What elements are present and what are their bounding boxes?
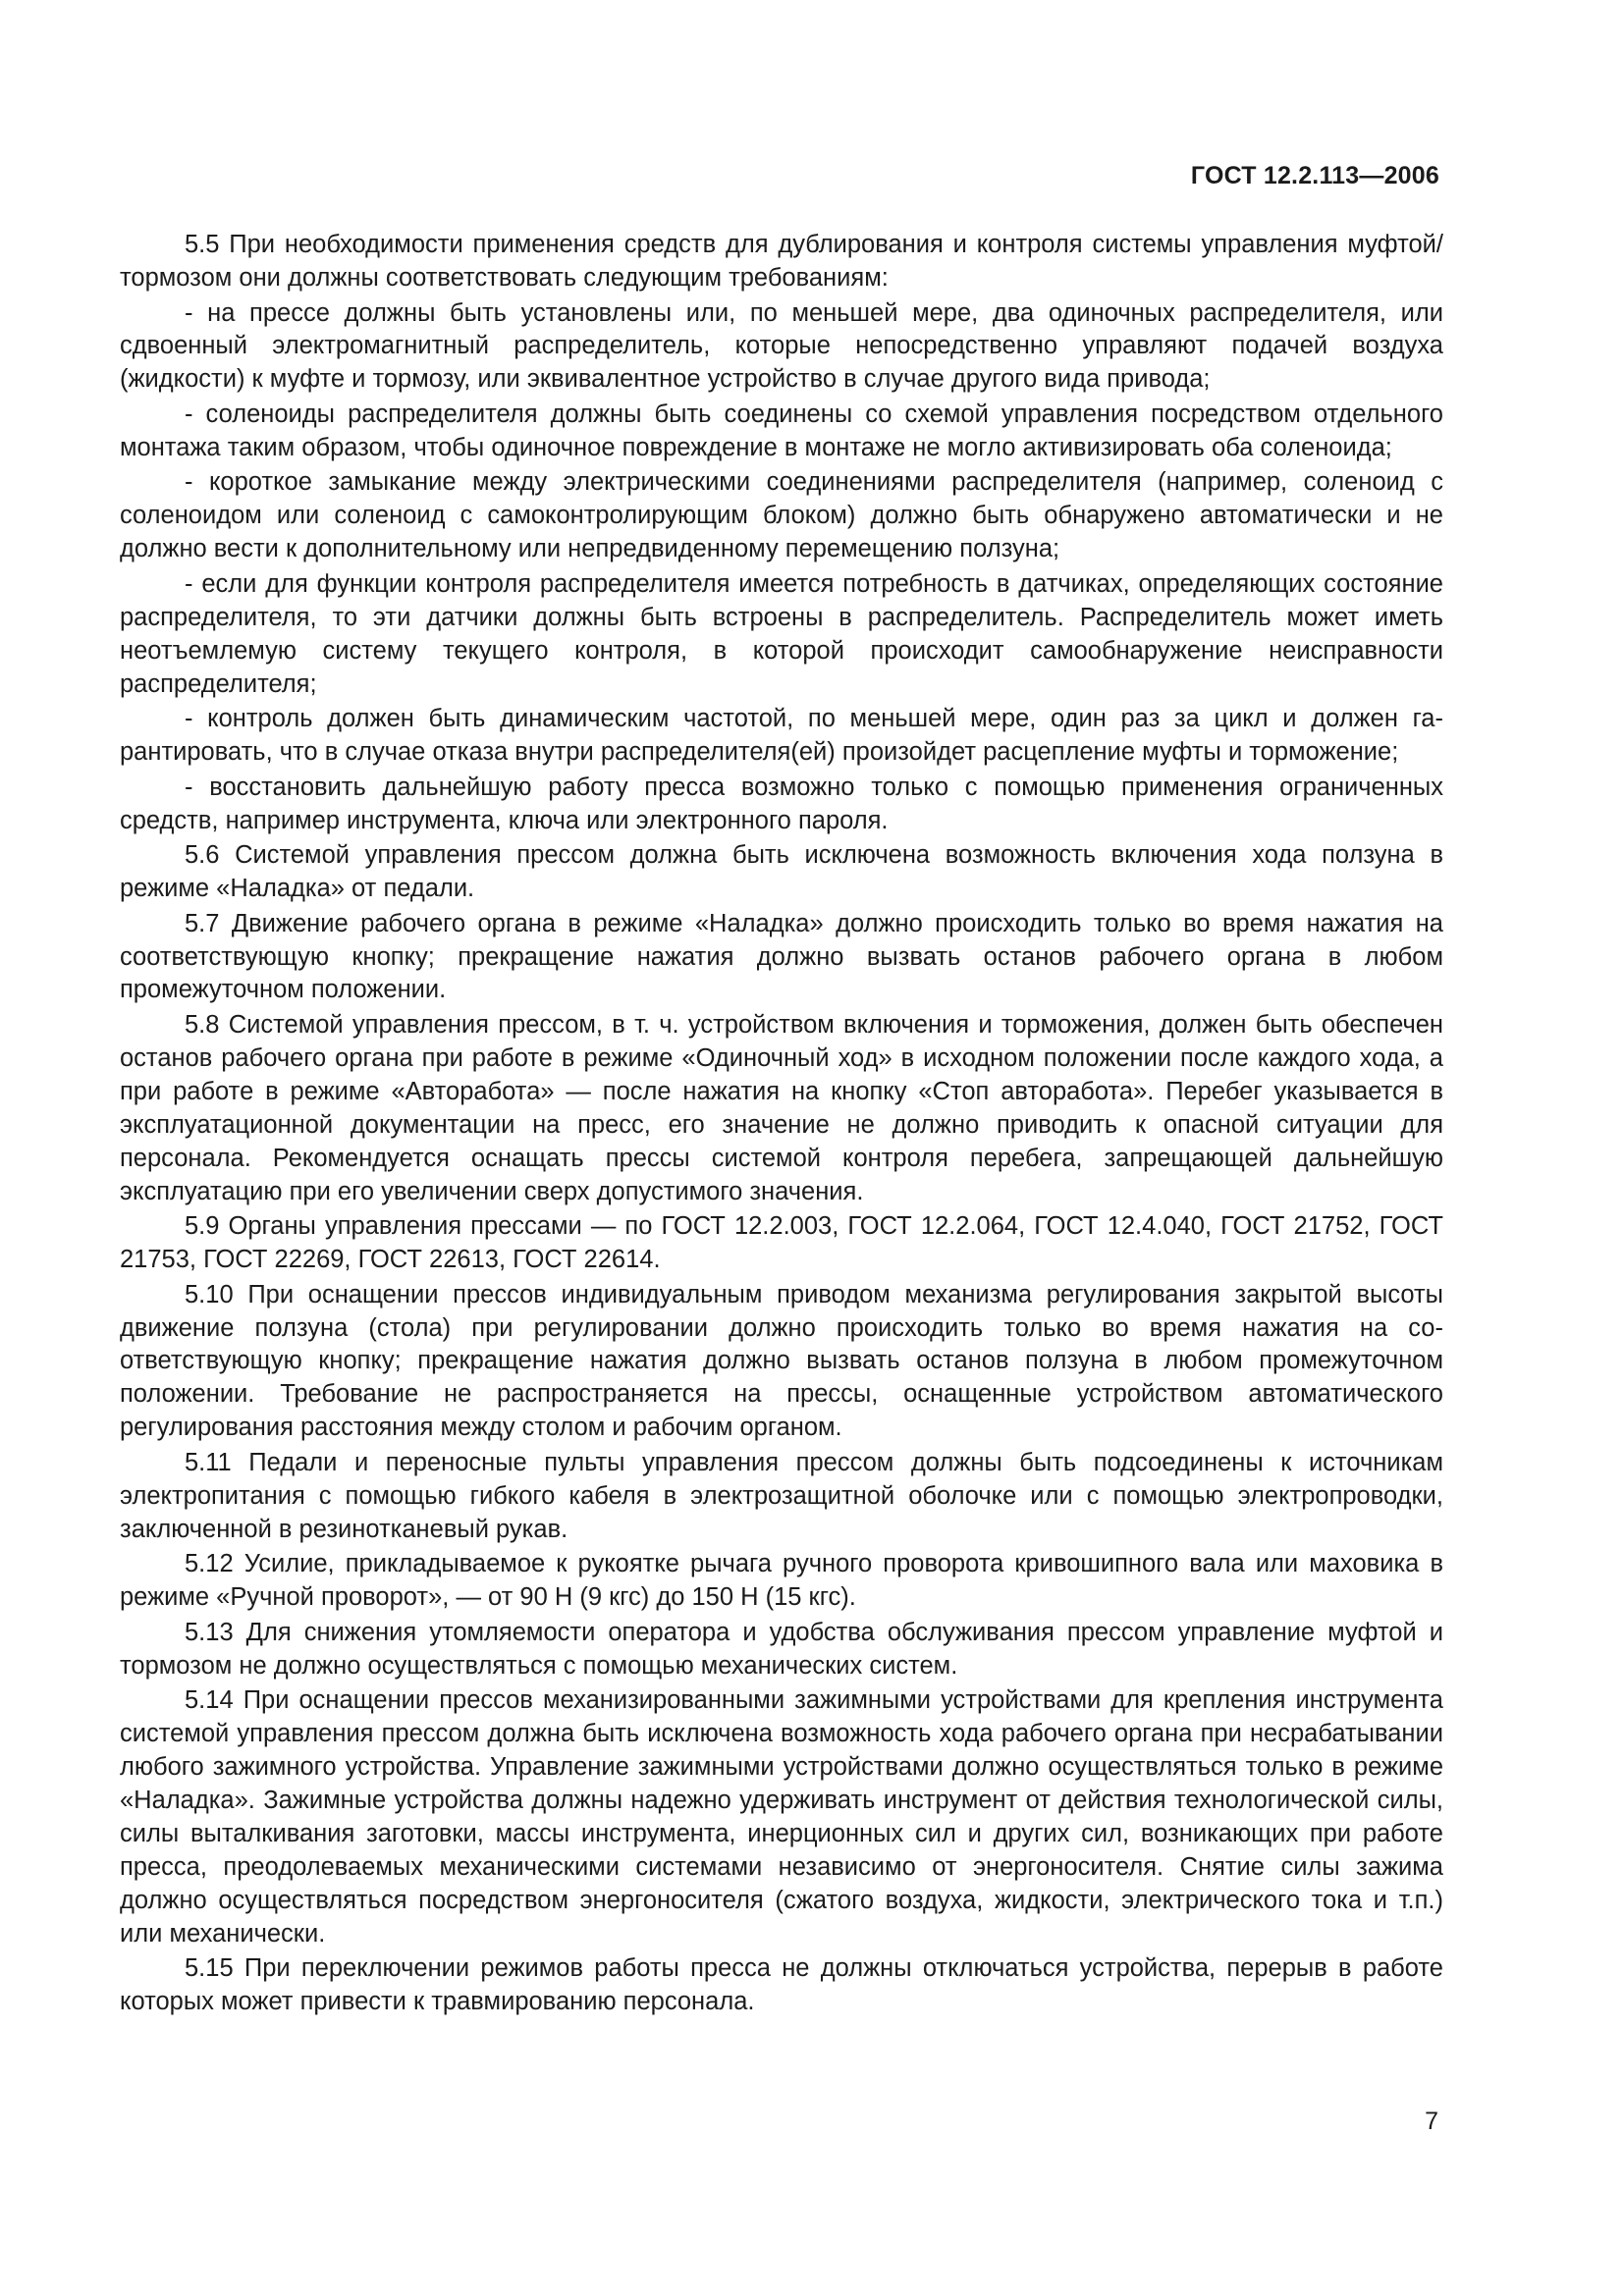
page-number: 7 bbox=[1425, 2108, 1438, 2135]
list-item-sensors: - если для функции контроля распределителя имеется потребность в датчиках, определяющих состояние распределителя, то эти датчики должны быть встроены в распределитель. Распределитель может иметь неотъемлемую систему текущего контроля, в которой происходит самообнаружение неисправности распределителя; bbox=[120, 569, 1443, 698]
list-item-dynamic-control: - контроль должен быть динамическим частотой, по меньшей мере, один раз за цикл и должен гарантировать, что в случае отказа внутри распределителя(ей) произойдет расцепление муфты и торможение; bbox=[120, 705, 1443, 767]
paragraph-5-10: 5.10 При оснащении прессов индивидуальным приводом механизма регулирования закрытой высоты движение ползуна (стола) при регулировании должно происходить только во время нажатия на соответствующую кнопку; прекращение нажатия должно вызвать останов ползуна в любом промежуточном положении. Требование не распространяется на прессы, оснащенные устройством автоматического регулирования расстояния между столом и рабочим органом. bbox=[120, 1280, 1443, 1442]
paragraph-5-13: 5.13 Для снижения утомляемости оператора и удобства обслуживания прессом управление муфтой и тормозом не должно осуществляться с помощью механических систем. bbox=[120, 1618, 1443, 1680]
paragraph-5-14: 5.14 При оснащении прессов механизированными зажимными устройствами для крепления инструмента системой управления прессом должна быть исключена возможность хода рабочего органа при несрабатывании любого зажимного устройства. Управление зажимными устройствами должно осуществляться только в режиме «Наладка». Зажимные устройства должны надежно удерживать инструмент от действия технологической силы, силы выталкивания заготовки, массы инструмента, инерционных сил и других сил, возникающих при работе пресса, преодолеваемых механическими системами независимо от энергоносителя. Снятие силы зажима должно осуществляться посредством энергоносителя (сжатого воздуха, жидкости, электрического тока и т.п.) или механически. bbox=[120, 1686, 1443, 1948]
list-item-solenoids: - соленоиды распределителя должны быть соединены со схемой управления посредством отдельного монтажа таким образом, чтобы одиночное повреждение в монтаже не могло активизировать оба соленоида; bbox=[120, 400, 1443, 461]
paragraph-5-15: 5.15 При переключении режимов работы пресса не должны отключаться устройства, перерыв в работе которых может привести к травмированию персонала. bbox=[120, 1954, 1443, 2016]
page-header-doc-code: ГОСТ 12.2.113—2006 bbox=[1190, 162, 1439, 189]
paragraph-5-5: 5.5 При необходимости применения средств для дублирования и контроля системы управления муфтой/тормозом они должны соответствовать следующим требованиям: bbox=[120, 231, 1443, 292]
paragraph-5-8: 5.8 Системой управления прессом, в т. ч. устройством включения и торможения, должен быть обеспечен останов рабочего органа при работе в режиме «Одиночный ход» в исходном положении после каждого хода, а при работе в режиме «Авторабота» — после нажатия на кнопку «Стоп авторабота». Перебег указывается в эксплуатационной документации на пресс, его значение не должно приводить к опасной ситуации для персонала. Рекомендуется оснащать прессы системой контроля перебега, запрещающей дальнейшую эксплуатацию при его увеличении сверх допустимого значения. bbox=[120, 1011, 1443, 1205]
list-item-short-circuit: - короткое замыкание между электрическими соединениями распределителя (например, соленоид с соленоидом или соленоид с самоконтролирующим блоком) должно быть обнаружено автоматически и не должно вести к дополнительному или непредвиденному перемещению ползуна; bbox=[120, 468, 1443, 563]
paragraph-5-6: 5.6 Системой управления прессом должна быть исключена возможность включения хода ползуна в режиме «Наладка» от педали. bbox=[120, 841, 1443, 903]
list-item-distributors: - на прессе должны быть установлены или, по меньшей мере, два одиночных распределителя, или сдвоенный электромагнитный распределитель, которые непосредственно управляют подачей воздуха (жидкости) к муфте и тормозу, или эквивалентное устройство в случае другого вида привода; bbox=[120, 298, 1443, 394]
paragraph-5-11: 5.11 Педали и переносные пульты управления прессом должны быть подсоединены к источникам электропитания с помощью гибкого кабеля в электрозащитной оболочке или с помощью электропроводки, заключенной в резинотканевый рукав. bbox=[120, 1448, 1443, 1543]
list-item-restore-operation: - восстановить дальнейшую работу пресса возможно только с помощью применения ограниченных средств, например инструмента, ключа или электронного пароля. bbox=[120, 773, 1443, 834]
paragraph-5-9: 5.9 Органы управления прессами — по ГОСТ 12.2.003, ГОСТ 12.2.064, ГОСТ 12.4.040, ГОСТ 21752, ГОСТ 21753, ГОСТ 22269, ГОСТ 22613, ГОСТ 22614. bbox=[120, 1212, 1443, 1274]
document-body bbox=[120, 229, 1443, 2019]
paragraph-5-7: 5.7 Движение рабочего органа в режиме «Наладка» должно происходить только во время нажатия на соответствующую кнопку; прекращение нажатия должно вызвать останов рабочего органа в любом промежуточном положении. bbox=[120, 909, 1443, 1004]
paragraph-5-12: 5.12 Усилие, прикладываемое к рукоятке рычага ручного проворота кривошипного вала или маховика в режиме «Ручной проворот», — от 90 Н (9 кгс) до 150 Н (15 кгс). bbox=[120, 1550, 1443, 1612]
